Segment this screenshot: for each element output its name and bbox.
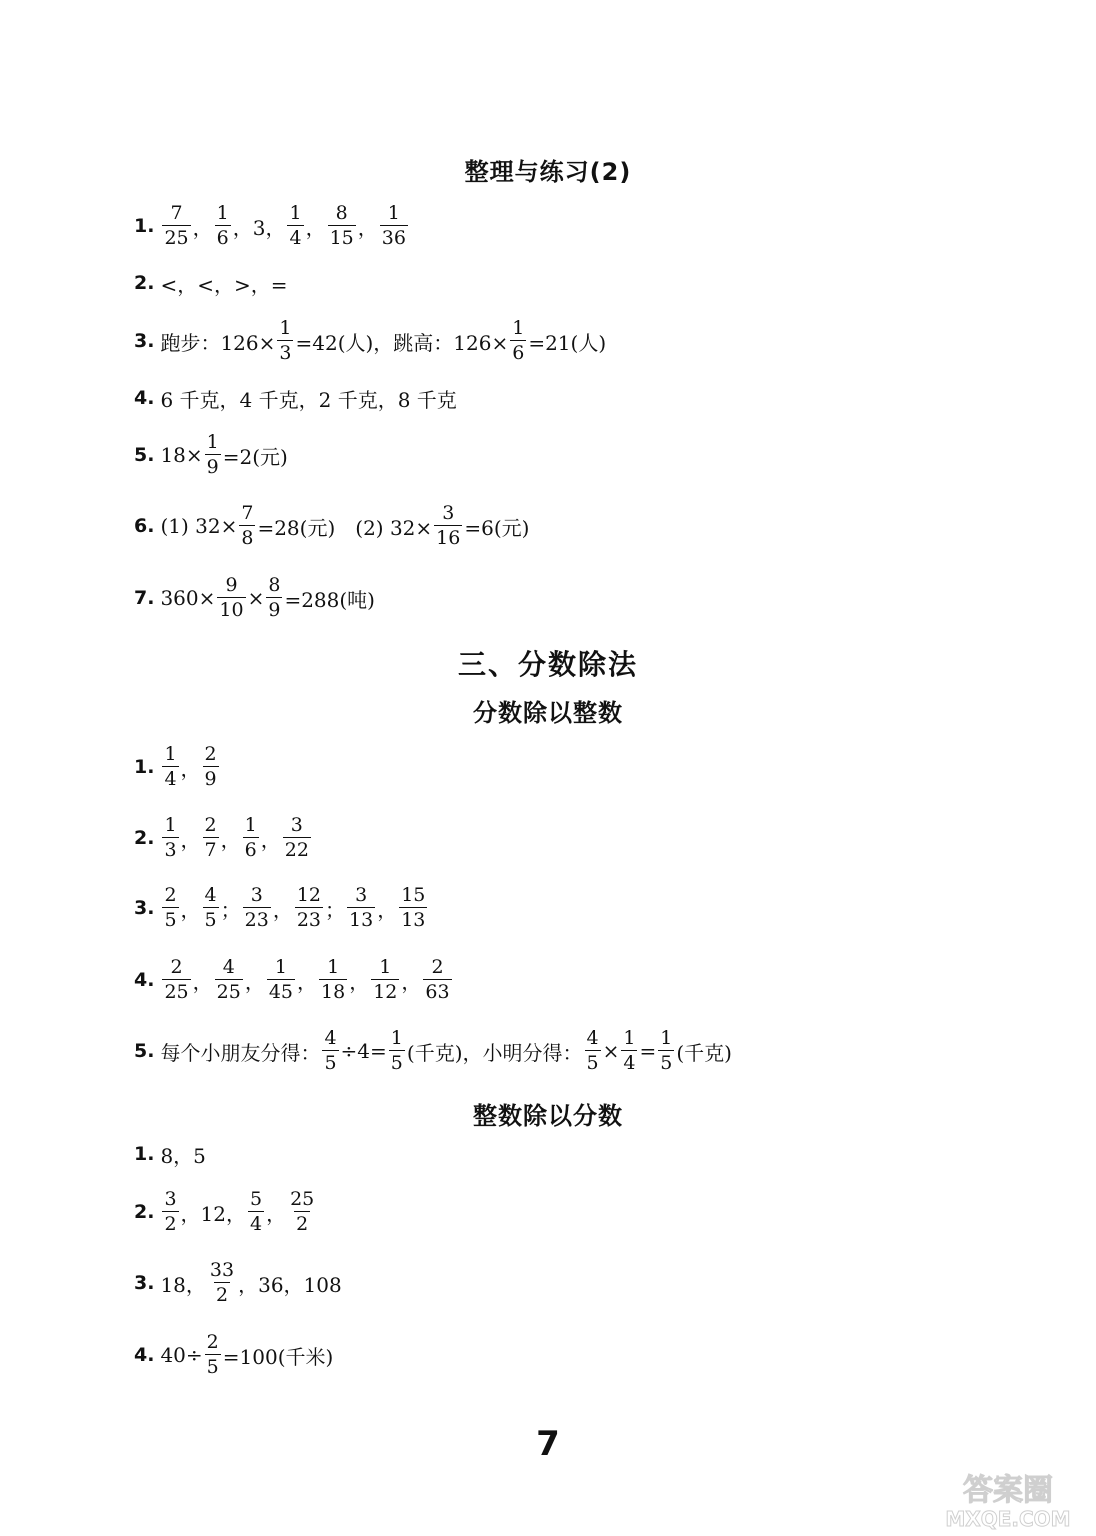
separator: ， <box>297 969 318 994</box>
answer-text: 18× <box>160 443 203 467</box>
fraction: $\frac{1}{18}$ <box>321 956 346 1003</box>
question-number: 6. <box>134 515 155 537</box>
separator: ，3， <box>232 215 286 240</box>
fraction: $\frac{1}{3}$ <box>164 814 177 861</box>
fraction: $\frac{9}{10}$ <box>219 574 244 621</box>
fraction: $\frac{2}{7}$ <box>204 814 217 861</box>
answer-text: 每个小朋友分得： <box>160 1040 321 1065</box>
int-div-frac-q3 <box>134 1253 342 1313</box>
separator: ； <box>325 897 346 922</box>
answer-text: 18， <box>160 1272 206 1297</box>
fraction: $\frac{3}{2}$ <box>164 1188 177 1235</box>
separator: ， <box>180 756 201 781</box>
question-number: 3. <box>134 897 155 919</box>
fraction: $\frac{1}{9}$ <box>206 431 219 478</box>
watermark-logo-text: 答案圈 <box>963 1473 1053 1508</box>
fraction: $\frac{1}{4}$ <box>289 202 302 249</box>
question-number: 2. <box>134 272 155 294</box>
answer-text: <，<，>，= <box>160 272 288 297</box>
fraction: $\frac{5}{4}$ <box>250 1188 263 1235</box>
separator: ， <box>266 1201 287 1226</box>
div-by-int-q2 <box>134 808 313 868</box>
fraction: $\frac{12}{23}$ <box>296 884 322 931</box>
fraction: $\frac{3}{23}$ <box>244 884 269 931</box>
fraction: $\frac{1}{3}$ <box>279 317 292 364</box>
answer-text: =28(元) (2) 32× <box>257 515 433 540</box>
section-title-fraction-div-integer: 分数除以整数 <box>473 699 623 727</box>
separator: ， <box>401 969 422 994</box>
fraction: $\frac{15}{13}$ <box>401 884 426 931</box>
question-number: 1. <box>134 756 155 778</box>
separator: ， <box>192 969 213 994</box>
watermark-site-text: MXQE.COM <box>945 1507 1071 1531</box>
practice2-q6 <box>134 496 529 556</box>
fraction: $\frac{8}{15}$ <box>329 202 354 249</box>
question-number: 5. <box>134 444 155 466</box>
separator: ， <box>377 897 398 922</box>
question-number: 4. <box>134 969 155 991</box>
question-number: 7. <box>134 587 155 609</box>
fraction: $\frac{25}{2}$ <box>290 1188 315 1235</box>
fraction: $\frac{4}{5}$ <box>586 1027 599 1074</box>
answer-text: (千克)，小明分得： <box>406 1040 583 1065</box>
separator: ， <box>220 827 241 852</box>
section-title-practice-2: 整理与练习(2) <box>464 158 632 186</box>
separator: ， <box>260 827 281 852</box>
question-number: 4. <box>134 1344 155 1366</box>
answer-text: 跑步：126× <box>160 330 276 355</box>
fraction: $\frac{1}{12}$ <box>373 956 398 1003</box>
fraction: $\frac{1}{5}$ <box>390 1027 403 1074</box>
answer-text: × <box>602 1039 620 1063</box>
separator: ，12， <box>180 1201 246 1226</box>
fraction: $\frac{1}{4}$ <box>164 743 177 790</box>
separator: ， <box>192 215 213 240</box>
fraction: $\frac{2}{63}$ <box>425 956 450 1003</box>
answer-text: =288(吨) <box>284 587 375 612</box>
div-by-int-q5 <box>134 1021 732 1081</box>
fraction: $\frac{2}{5}$ <box>164 884 177 931</box>
separator: ， <box>244 969 265 994</box>
int-div-frac-q4 <box>134 1325 333 1385</box>
int-div-frac-q1 <box>134 1124 206 1184</box>
watermark-logo <box>928 1468 1088 1532</box>
answer-text: 6 千克，4 千克，2 千克，8 千克 <box>160 387 457 412</box>
fraction: $\frac{1}{4}$ <box>623 1027 636 1074</box>
answer-text: 40÷ <box>160 1343 203 1367</box>
fraction: $\frac{7}{25}$ <box>164 202 189 249</box>
separator: ， <box>180 897 201 922</box>
fraction: $\frac{3}{22}$ <box>284 814 309 861</box>
question-number: 3. <box>134 330 155 352</box>
practice2-q1 <box>134 196 410 256</box>
practice2-q5 <box>134 425 288 485</box>
fraction: $\frac{4}{25}$ <box>216 956 241 1003</box>
answer-text: 8，5 <box>160 1143 206 1168</box>
answer-text: × <box>247 586 265 610</box>
question-number: 1. <box>134 215 155 237</box>
answer-text: =21(人) <box>528 330 607 355</box>
section-title-integer-div-fraction: 整数除以分数 <box>473 1102 623 1130</box>
div-by-int-q1 <box>134 737 221 797</box>
separator: ， <box>305 215 326 240</box>
separator: ， <box>357 215 378 240</box>
fraction: $\frac{1}{45}$ <box>268 956 294 1003</box>
fraction: $\frac{3}{13}$ <box>349 884 374 931</box>
practice2-q4 <box>134 368 457 428</box>
div-by-int-q3 <box>134 878 429 938</box>
answer-text: 360× <box>160 586 216 610</box>
answer-text: (1) 32× <box>160 514 238 538</box>
answer-text: =42(人)，跳高：126× <box>295 330 509 355</box>
chapter-title: 三、分数除法 <box>457 648 638 681</box>
answer-text: = <box>639 1039 657 1063</box>
fraction: $\frac{7}{8}$ <box>241 502 254 549</box>
answer-text: =6(元) <box>464 515 530 540</box>
fraction: $\frac{1}{6}$ <box>244 814 257 861</box>
question-number: 3. <box>134 1272 155 1294</box>
fraction: $\frac{1}{6}$ <box>216 202 229 249</box>
fraction: $\frac{4}{5}$ <box>324 1027 337 1074</box>
question-number: 1. <box>134 1143 155 1165</box>
fraction: $\frac{2}{25}$ <box>164 956 189 1003</box>
int-div-frac-q2 <box>134 1182 318 1242</box>
question-number: 4. <box>134 387 155 409</box>
fraction: $\frac{3}{16}$ <box>436 502 461 549</box>
question-number: 5. <box>134 1040 155 1062</box>
separator: ； <box>220 897 241 922</box>
fraction: $\frac{4}{5}$ <box>204 884 217 931</box>
answer-text: =2(元) <box>222 444 288 469</box>
practice2-q2 <box>134 253 287 313</box>
answer-text: ÷4= <box>340 1039 387 1063</box>
question-number: 2. <box>134 1201 155 1223</box>
answer-text: (千克) <box>676 1040 732 1065</box>
answer-text: =100(千米) <box>222 1344 334 1369</box>
div-by-int-q4 <box>134 950 454 1010</box>
question-number: 2. <box>134 827 155 849</box>
fraction: $\frac{1}{5}$ <box>660 1027 673 1074</box>
answer-text: ，36，108 <box>238 1272 342 1297</box>
fraction: $\frac{2}{5}$ <box>206 1331 219 1378</box>
fraction: $\frac{2}{9}$ <box>204 743 217 790</box>
separator: ， <box>180 827 201 852</box>
separator: ， <box>272 897 293 922</box>
fraction: $\frac{1}{36}$ <box>381 202 406 249</box>
page-number: 7 <box>536 1424 560 1464</box>
fraction: $\frac{33}{2}$ <box>209 1259 235 1306</box>
practice2-q7 <box>134 568 375 628</box>
practice2-q3 <box>134 311 606 371</box>
fraction: $\frac{8}{9}$ <box>268 574 281 621</box>
separator: ， <box>349 969 370 994</box>
fraction: $\frac{1}{6}$ <box>512 317 525 364</box>
